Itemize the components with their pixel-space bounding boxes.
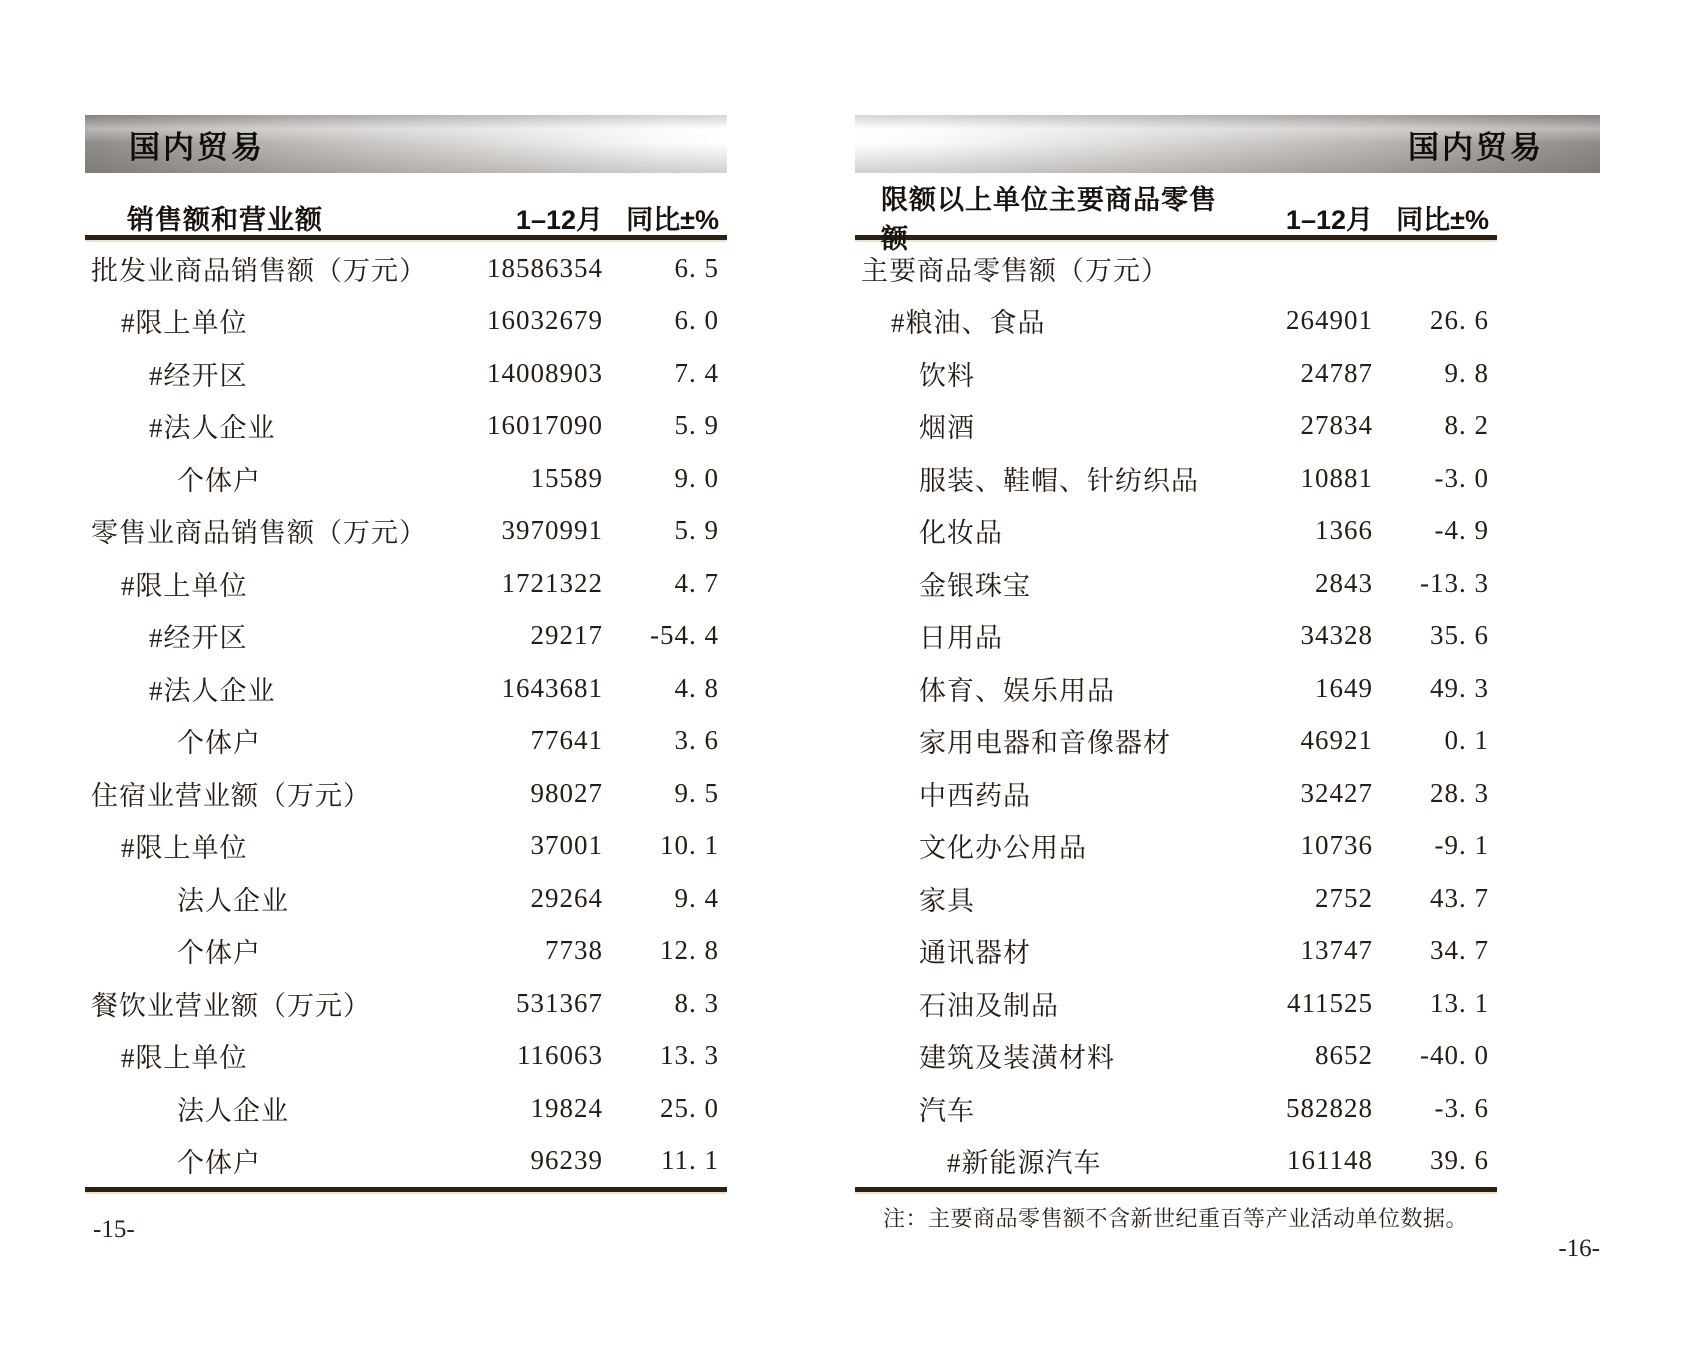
table-row [85,1135,727,1188]
row-pct: 5. 9 [674,515,719,546]
section-banner [85,115,727,173]
page-right [855,115,1600,1263]
table-row [855,925,1497,978]
row-value: 531367 [516,987,603,1018]
row-value: 161148 [1287,1145,1373,1176]
row-pct: 39. 6 [1430,1145,1489,1176]
row-label: 个体户 [177,728,261,759]
row-label: 建筑及装潢材料 [919,1043,1115,1074]
table-row [855,452,1497,505]
row-pct: 26. 6 [1430,305,1489,336]
table-row [855,610,1497,663]
row-pct: 6. 0 [674,305,719,336]
row-value: 77641 [530,725,603,756]
table-rule-bottom [85,1187,727,1192]
row-label: 金银珠宝 [919,570,1031,601]
row-value: 2752 [1315,882,1373,913]
row-label: #经开区 [149,623,248,654]
row-label: #经开区 [149,360,248,391]
row-value: 27834 [1300,410,1373,441]
row-pct: 25. 0 [660,1092,719,1123]
row-pct: -9. 1 [1434,830,1489,861]
row-label: 通讯器材 [919,938,1031,969]
table-header-row [855,185,1497,254]
row-pct: 4. 7 [674,567,719,598]
row-pct: -4. 9 [1434,515,1489,546]
col-header-yoy: 同比±% [1396,204,1489,235]
row-pct: 7. 4 [674,357,719,388]
table-row [85,505,727,558]
row-label: #新能源汽车 [947,1148,1102,1179]
row-label: 日用品 [919,623,1003,654]
row-value: 8652 [1315,1040,1373,1071]
table-row [85,1082,727,1135]
table-row [855,715,1497,768]
col-header-period: 1–12月 [1285,204,1373,235]
row-value: 16032679 [487,305,603,336]
row-value: 98027 [530,777,603,808]
row-label: 家用电器和音像器材 [919,728,1171,759]
footnote: 注：主要商品零售额不含新世纪重百等产业活动单位数据。 [883,1206,1469,1231]
row-label: 法人企业 [177,885,289,916]
row-value: 15589 [530,462,603,493]
table-row [85,820,727,873]
row-label: 饮料 [919,360,975,391]
row-label: 批发业商品销售额（万元） [91,255,427,286]
row-value: 19824 [530,1092,603,1123]
row-pct: -54. 4 [650,620,719,651]
row-pct: -3. 0 [1434,462,1489,493]
row-value: 10736 [1300,830,1373,861]
row-label: 个体户 [177,938,261,969]
table-row [855,347,1497,400]
table-row [855,505,1497,558]
row-label: #限上单位 [121,833,248,864]
row-pct: 43. 7 [1430,882,1489,913]
row-pct: 8. 3 [674,987,719,1018]
row-value: 34328 [1300,620,1373,651]
row-label: #限上单位 [121,308,248,339]
table-row [85,872,727,925]
row-value: 1643681 [501,672,603,703]
row-pct: 34. 7 [1430,935,1489,966]
table-row [85,767,727,820]
row-pct: 28. 3 [1430,777,1489,808]
table-row [855,977,1497,1030]
row-pct: 10. 1 [660,830,719,861]
table-header-row [85,199,727,235]
row-value: 1721322 [501,567,603,598]
row-value: 29217 [530,620,603,651]
page-number: -16- [1558,1235,1600,1262]
section-banner [855,115,1600,173]
table-row [855,872,1497,925]
table-row [855,1030,1497,1083]
row-label: 餐饮业营业额（万元） [91,990,371,1021]
table-row [855,662,1497,715]
table-row [855,1082,1497,1135]
row-pct: -40. 0 [1420,1040,1489,1071]
row-pct: 49. 3 [1430,672,1489,703]
table-row [855,557,1497,610]
row-pct: 11. 1 [661,1145,719,1176]
row-pct: 0. 1 [1444,725,1489,756]
table-rule-bottom [855,1187,1497,1192]
row-value: 10881 [1300,462,1373,493]
row-pct: 12. 8 [660,935,719,966]
row-label: #粮油、食品 [891,308,1046,339]
row-value: 16017090 [487,410,603,441]
row-pct: -13. 3 [1420,567,1489,598]
table-row [85,925,727,978]
row-value: 18586354 [487,252,603,283]
row-label: 汽车 [919,1095,975,1126]
page-left [85,115,727,1244]
table-row [855,295,1497,348]
row-value: 37001 [530,830,603,861]
row-label: 家具 [919,885,975,916]
table-row [85,662,727,715]
row-label: #限上单位 [121,1043,248,1074]
row-label: #法人企业 [149,675,276,706]
table-row [85,347,727,400]
row-value: 96239 [530,1145,603,1176]
table-row [85,242,727,295]
row-label: 体育、娱乐用品 [919,675,1115,706]
table-title: 销售额和营业额 [127,204,323,235]
row-value: 46921 [1300,725,1373,756]
row-label: 法人企业 [177,1095,289,1126]
section-banner-title: 国内贸易 [129,129,265,165]
table-body [855,240,1497,1187]
row-label: 主要商品零售额（万元） [861,255,1169,286]
row-value: 13747 [1300,935,1373,966]
table-row [855,767,1497,820]
table-row [85,452,727,505]
table-title: 限额以上单位主要商品零售额 [881,185,1217,254]
row-value: 411525 [1287,987,1373,1018]
row-pct: 5. 9 [674,410,719,441]
row-pct: 9. 0 [674,462,719,493]
table-body [85,240,727,1187]
row-value: 29264 [530,882,603,913]
table-row [85,977,727,1030]
row-pct: 3. 6 [674,725,719,756]
row-value: 116063 [517,1040,603,1071]
col-header-period: 1–12月 [515,204,603,235]
row-value: 264901 [1286,305,1373,336]
col-header-yoy: 同比±% [626,204,719,235]
table-row [85,1030,727,1083]
row-pct: 35. 6 [1430,620,1489,651]
table-row [855,820,1497,873]
row-label: 零售业商品销售额（万元） [91,518,427,549]
row-pct: 8. 2 [1444,410,1489,441]
row-label: 住宿业营业额（万元） [91,780,371,811]
row-label: 石油及制品 [919,990,1059,1021]
row-label: 烟酒 [919,413,975,444]
row-value: 32427 [1300,777,1373,808]
row-label: #法人企业 [149,413,276,444]
table-row [855,242,1497,295]
row-pct: 4. 8 [674,672,719,703]
table-row [85,557,727,610]
row-value: 1366 [1315,515,1373,546]
page-number: -15- [93,1216,135,1243]
row-value: 24787 [1300,357,1373,388]
table-row [855,1135,1497,1188]
row-label: 个体户 [177,1148,261,1179]
table-row [855,400,1497,453]
row-pct: -3. 6 [1434,1092,1489,1123]
row-label: 个体户 [177,465,261,496]
row-value: 3970991 [501,515,603,546]
table-row [85,610,727,663]
row-value: 1649 [1315,672,1373,703]
row-pct: 6. 5 [674,252,719,283]
row-label: 化妆品 [919,518,1003,549]
row-pct: 9. 5 [674,777,719,808]
row-value: 582828 [1286,1092,1373,1123]
row-pct: 9. 4 [674,882,719,913]
table-row [85,400,727,453]
row-label: 文化办公用品 [919,833,1087,864]
row-value: 2843 [1315,567,1373,598]
table-row [85,715,727,768]
row-pct: 9. 8 [1444,357,1489,388]
row-label: 中西药品 [919,780,1031,811]
row-pct: 13. 3 [660,1040,719,1071]
row-value: 14008903 [487,357,603,388]
row-label: 服装、鞋帽、针纺织品 [919,465,1199,496]
row-label: #限上单位 [121,570,248,601]
table-row [85,295,727,348]
row-value: 7738 [545,935,603,966]
section-banner-title: 国内贸易 [1408,129,1544,165]
row-pct: 13. 1 [1430,987,1489,1018]
